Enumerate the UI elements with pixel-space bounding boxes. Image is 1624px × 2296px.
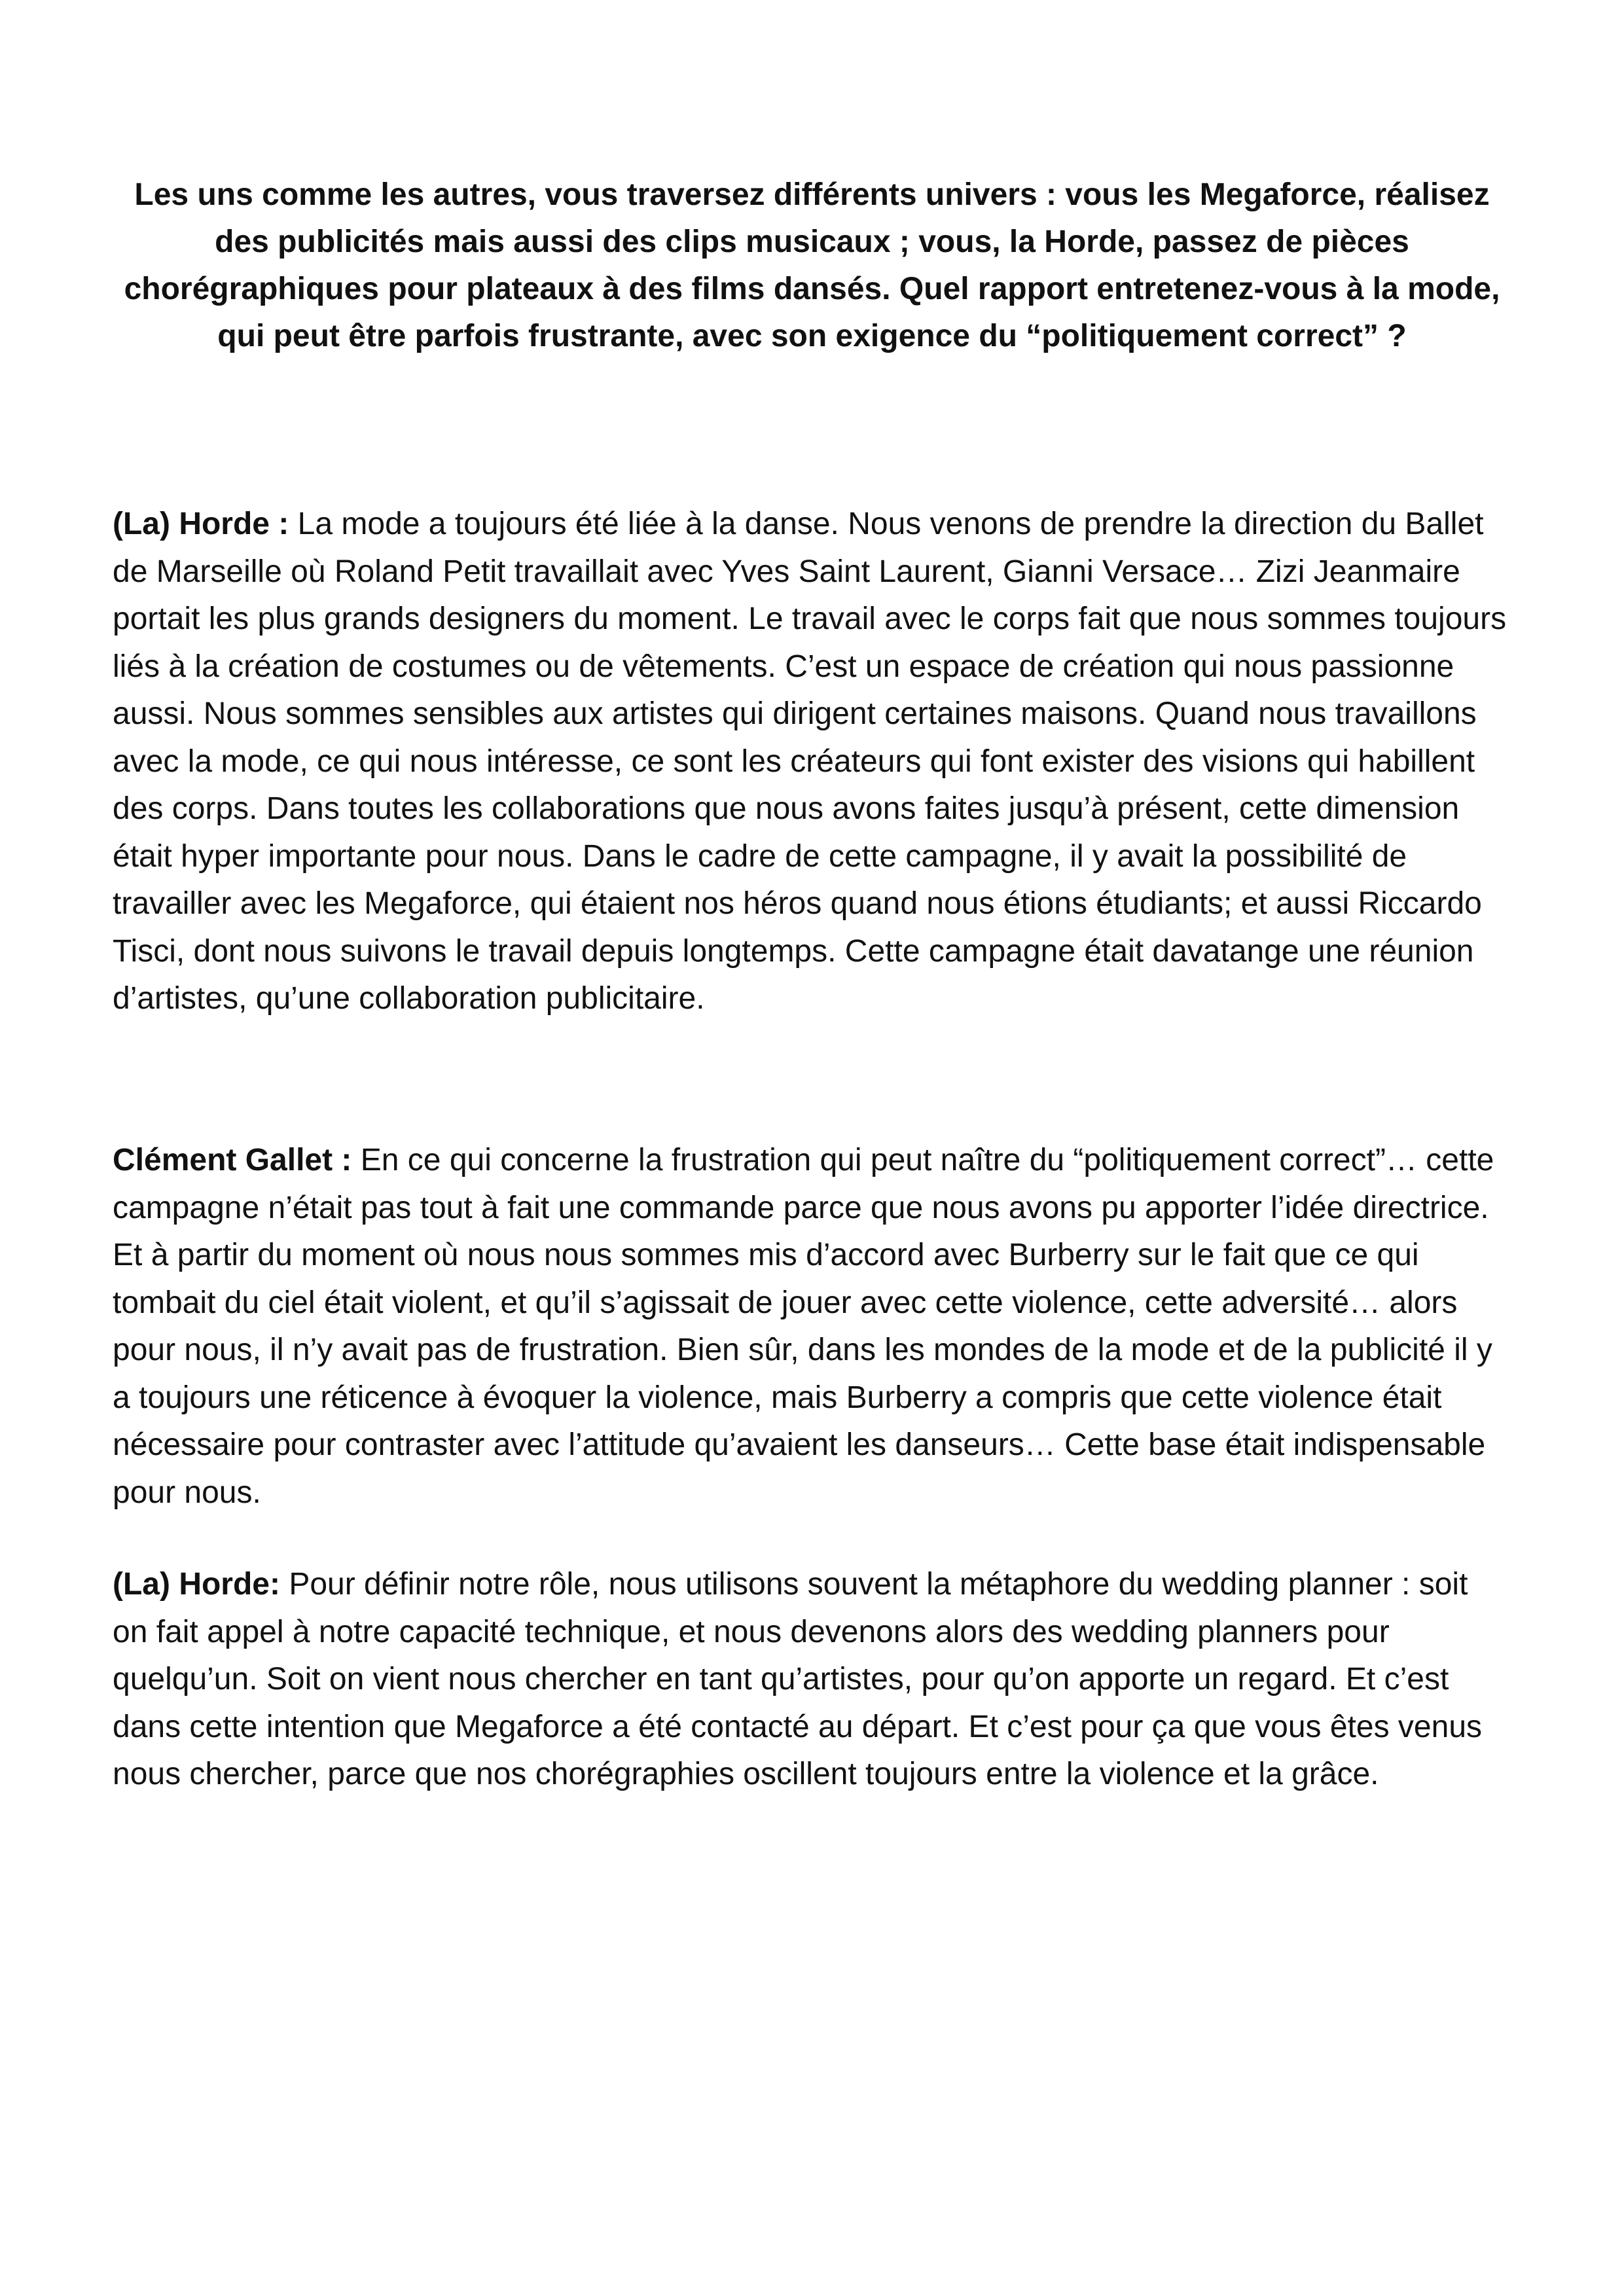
answer-text: La mode a toujours été liée à la danse. Nous venons de prendre la direction du Ballet de Marseille où Roland Petit travaillait avec Yves Saint Laurent, Gianni Versace… Zizi Jeanmaire portait les plus grands designers du moment. Le travail avec le corps fait que nous sommes toujours liés à la création de costumes ou de vêtements. C’est un espace de création qui nous passionne aussi. Nous sommes sensibles aux artistes qui dirigent certaines maisons. Quand nous travaillons avec la mode, ce qui nous intéresse, ce sont les créateurs qui font exister des visions qui habillent des corps. Dans toutes les collaborations que nous avons faites jusqu’à présent, cette dimension était hyper importante pour nous. Dans le cadre de cette campagne, il y avait la possibilité de travailler avec les Megaforce, qui étaient nos héros quand nous étions étudiants; et aussi Riccardo Tisci, dont nous suivons le travail depuis longtemps. Cette campagne était davatange une réunion d’artistes, qu’une collaboration publicitaire. — [113, 507, 1507, 1016]
answer-paragraph — [113, 501, 1511, 1023]
speaker-name: (La) Horde : — [113, 507, 289, 541]
answer-text: Pour définir notre rôle, nous utilisons souvent la métaphore du wedding planner : soit on fait appel à notre capacité technique, et nous devenons alors des wedding planners pour quelqu’un. Soit on vient nous chercher en tant qu’artistes, pour qu’on apporte un regard. Et c’est dans cette intention que Megaforce a été contacté au départ. Et c’est pour ça que vous êtes venus nous chercher, parce que nos chorégraphies oscillent toujours entre la violence et la grâce. — [113, 1567, 1483, 1791]
answer-paragraph — [113, 1137, 1511, 1516]
speaker-name: (La) Horde: — [113, 1567, 280, 1602]
interview-question: Les uns comme les autres, vous traversez différents univers : vous les Megaforce, réalisez des publicités mais aussi des clips musicaux ; vous, la Horde, passez de pièces chorégraphiques pour plateaux à des films dansés. Quel rapport entretenez-vous à la mode, qui peut être parfois frustrante, avec son exigence du “politiquement correct” ? — [124, 177, 1500, 353]
speaker-name: Clément Gallet : — [113, 1143, 352, 1177]
answer-text: En ce qui concerne la frustration qui peut naître du “politiquement correct”… cette campagne n’était pas tout à fait une commande parce que nous avons pu apporter l’idée directrice. Et à partir du moment où nous nous sommes mis d’accord avec Burberry sur le fait que ce qui tombait du ciel était violent, et qu’il s’agissait de jouer avec cette violence, cette adversité… alors pour nous, il n’y avait pas de frustration. Bien sûr, dans les mondes de la mode et de la publicité il y a toujours une réticence à évoquer la violence, mais Burberry a compris que cette violence était nécessaire pour contraster avec l’attitude qu’avaient les danseurs… Cette base était indispensable pour nous. — [113, 1143, 1494, 1510]
answer-paragraph — [113, 1561, 1511, 1799]
